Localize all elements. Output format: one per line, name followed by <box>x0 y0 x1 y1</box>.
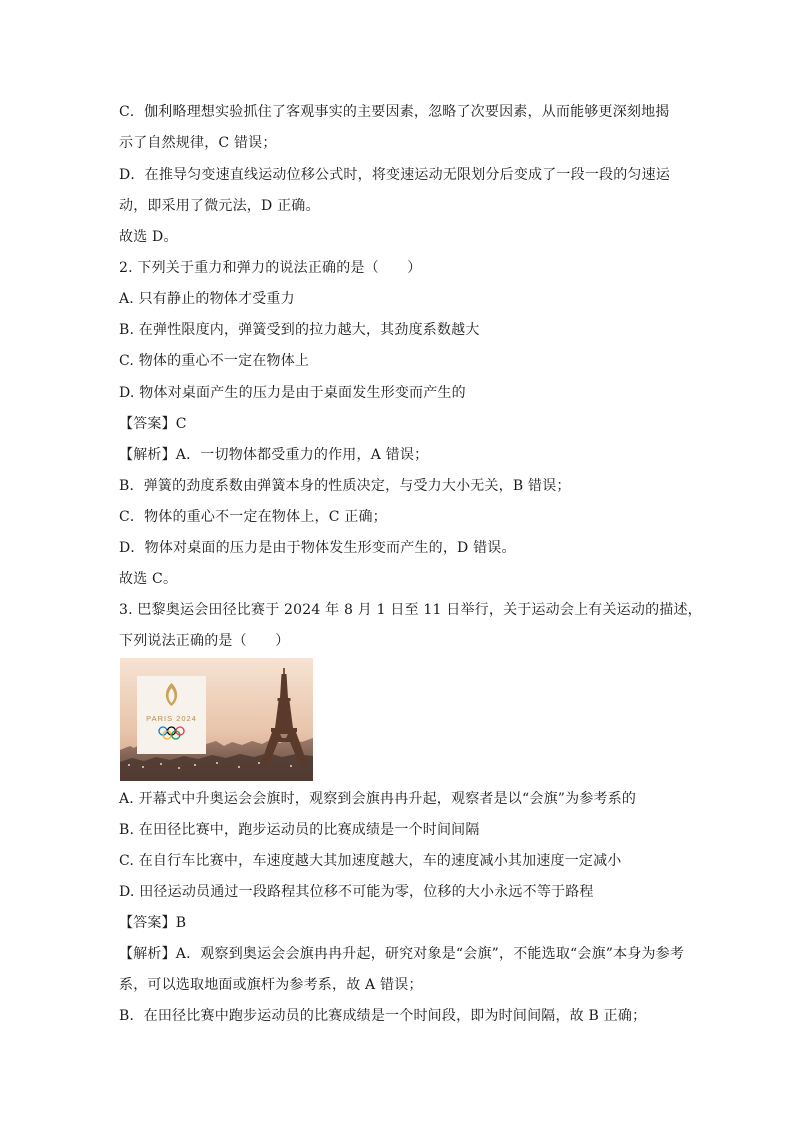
q1-option-c-line-1: C．伽利略理想实验抓住了客观事实的主要因素，忽略了次要因素，从而能够更深刻地揭 <box>119 104 670 120</box>
q2-option-b: B. 在弹性限度内，弹簧受到的拉力越大，其劲度系数越大 <box>119 322 480 338</box>
q3-option-c: C. 在自行车比赛中，车速度越大其加速度越大，车的速度减小其加速度一定减小 <box>119 853 622 869</box>
q3-analysis-b: B．在田径比赛中跑步运动员的比赛成绩是一个时间段，即为时间间隔，故 B 正确； <box>119 1008 647 1024</box>
paris-2024-logo-text: PARIS 2024 <box>146 714 197 723</box>
q2-option-d: D. 物体对桌面产生的压力是由于桌面发生形变而产生的 <box>119 385 466 401</box>
paris-olympics-illustration <box>120 658 313 781</box>
q2-option-a: A. 只有静止的物体才受重力 <box>119 291 295 307</box>
q2-analysis-a: 【解析】A．一切物体都受重力的作用，A 错误； <box>119 447 429 463</box>
q3-answer: 【答案】B <box>119 915 187 931</box>
q1-conclusion: 故选 D。 <box>119 229 178 245</box>
q3-option-a: A. 开幕式中升奥运会会旗时，观察到会旗冉冉升起，观察者是以“会旗”为参考系的 <box>119 791 637 807</box>
q3-option-d: D. 田径运动员通过一段路程其位移不可能为零，位移的大小永远不等于路程 <box>119 884 594 900</box>
q3-stem-line-1: 3. 巴黎奥运会田径比赛于 2024 年 8 月 1 日至 11 日举行，关于运动会上有关运动的描述， <box>119 602 702 618</box>
q3-analysis-a-line-2: 系，可以选取地面或旗杆为参考系，故 A 错误； <box>119 977 423 993</box>
q3-stem-line-2: 下列说法正确的是（ ） <box>119 633 290 649</box>
q2-option-c: C. 物体的重心不一定在物体上 <box>119 353 310 369</box>
q2-analysis-b: B．弹簧的劲度系数由弹簧本身的性质决定，与受力大小无关，B 错误； <box>119 478 571 494</box>
q3-option-b: B. 在田径比赛中，跑步运动员的比赛成绩是一个时间间隔 <box>119 822 480 838</box>
q2-stem: 2. 下列关于重力和弹力的说法正确的是（ ） <box>119 260 422 276</box>
q1-option-c-line-2: 示了自然规律，C 错误； <box>119 135 277 151</box>
q3-analysis-a-line-1: 【解析】A．观察到奥运会会旗冉冉升起，研究对象是“会旗”，不能选取“会旗”本身为参考 <box>119 946 685 962</box>
paris-olympics-photo <box>120 658 313 781</box>
q2-conclusion: 故选 C。 <box>119 571 178 587</box>
q2-analysis-d: D．物体对桌面的压力是由于物体发生形变而产生的，D 错误。 <box>119 540 516 556</box>
q2-analysis-c: C．物体的重心不一定在物体上，C 正确； <box>119 509 387 525</box>
q2-answer: 【答案】C <box>119 416 187 432</box>
olympics-logo-panel <box>137 676 206 754</box>
q1-option-d-line-1: D．在推导匀变速直线运动位移公式时，将变速运动无限划分后变成了一段一段的匀速运 <box>119 167 671 183</box>
q1-option-d-line-2: 动，即采用了微元法，D 正确。 <box>119 198 320 214</box>
